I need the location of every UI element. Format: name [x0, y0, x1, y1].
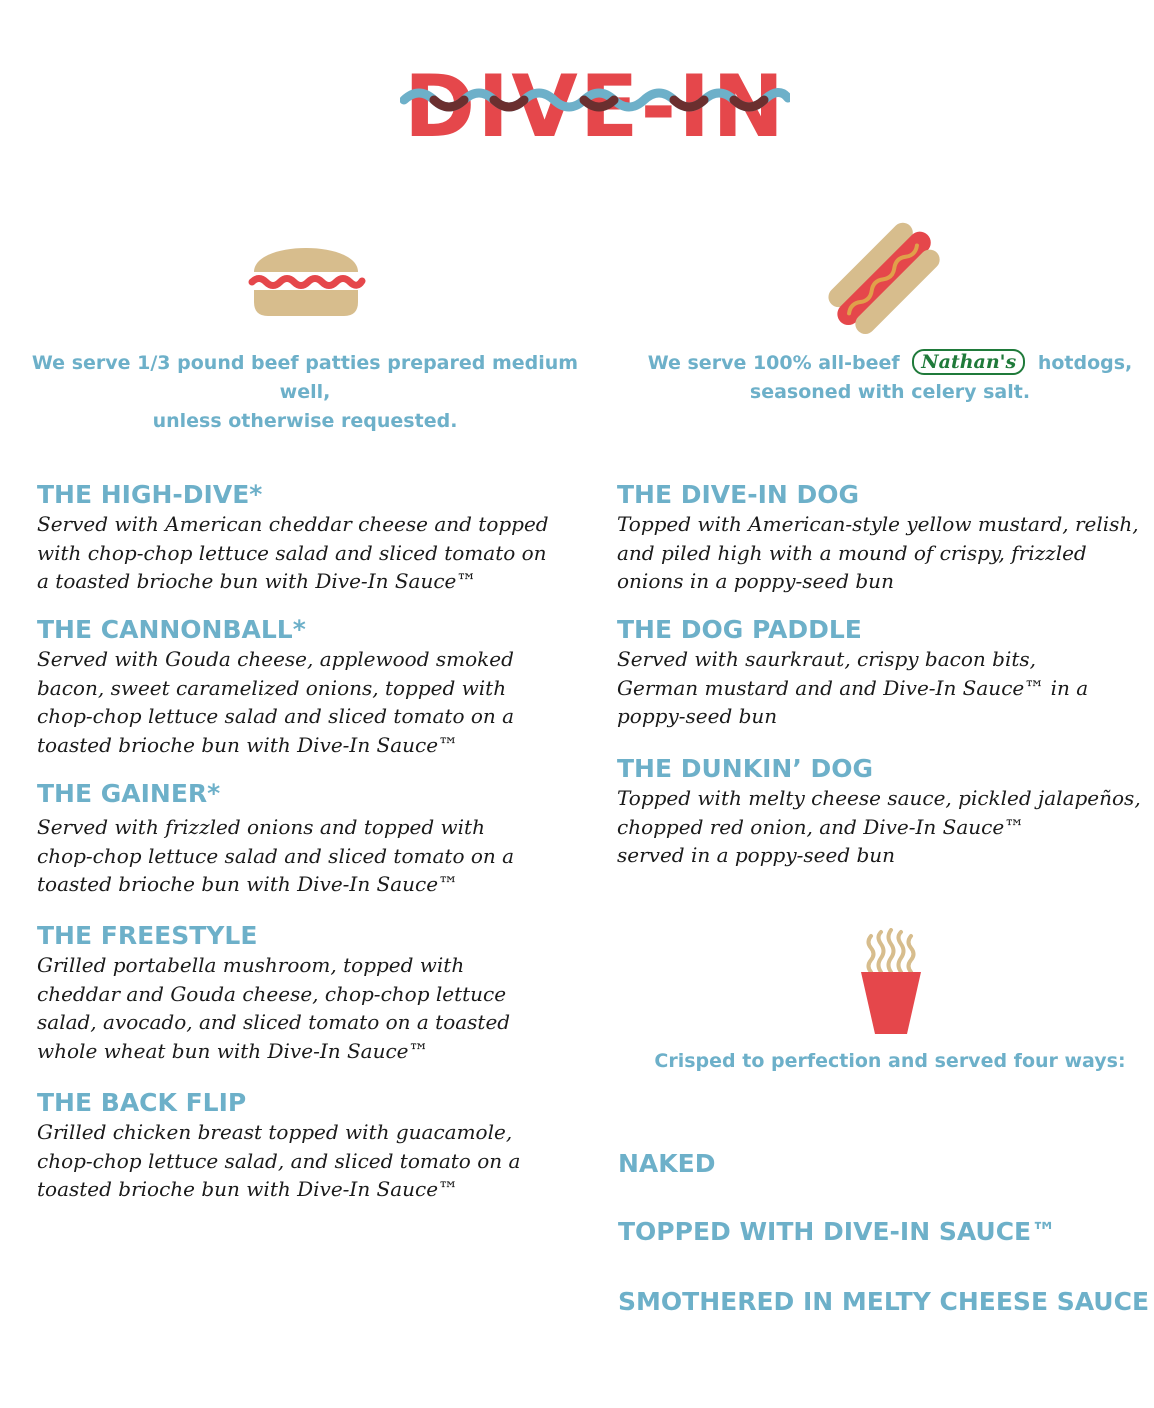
- fries-item-naked: NAKED: [618, 1149, 716, 1178]
- menu-item-freestyle: [37, 921, 597, 1065]
- item-description: Grilled chicken breast topped with guacamole, chop-chop lettuce salad, and sliced tomato on a toasted brioche bun with Dive-In Sauce™: [37, 1120, 521, 1201]
- menu-item-dive-in-dog: [617, 480, 1147, 596]
- fries-icon: [855, 928, 927, 1038]
- item-title: THE DOG PADDLE: [617, 615, 862, 644]
- hotdog-intro: [640, 349, 1140, 407]
- item-title: THE FREESTYLE: [37, 921, 258, 950]
- nathans-logo: Nathan's: [912, 349, 1025, 375]
- item-description: Served with frizzled onions and topped with chop-chop lettuce salad and sliced tomato on a toasted brioche bun with Dive-In Sauce™: [37, 815, 515, 896]
- item-description: Topped with American-style yellow mustard, relish, and piled high with a mound of crispy, frizzled onions in a poppy-seed bun: [617, 512, 1139, 593]
- item-description: Topped with melty cheese sauce, pickled jalapeños, chopped red onion, and Dive-In Sauce™ served in a poppy-seed bun: [617, 786, 1141, 867]
- burger-icon: [246, 226, 366, 321]
- hotdog-icon: [826, 222, 941, 334]
- menu-item-dunkin-dog: [617, 754, 1147, 870]
- fries-item-dive-in-sauce: TOPPED WITH DIVE-IN SAUCE™: [618, 1217, 1057, 1246]
- menu-item-back-flip: [37, 1088, 597, 1204]
- menu-item-cannonball: [37, 615, 597, 759]
- menu-item-dog-paddle: [617, 615, 1147, 731]
- dive-in-logo: [400, 58, 790, 148]
- hotdog-intro-end: hotdogs,: [1037, 352, 1133, 374]
- menu-item-gainer: [37, 779, 597, 899]
- item-description: Served with Gouda cheese, applewood smoked bacon, sweet caramelized onions, topped with chop-chop lettuce salad and sliced tomato on a toasted brioche bun with Dive-In Sauce™: [37, 647, 515, 757]
- menu-item-high-dive: [37, 480, 597, 596]
- item-title: THE CANNONBALL*: [37, 615, 306, 644]
- item-description: Served with American cheddar cheese and topped with chop-chop lettuce salad and sliced tomato on a toasted brioche bun with Dive-In Sauce™: [37, 512, 549, 593]
- fries-intro: Crisped to perfection and served four ways:: [654, 1050, 1126, 1072]
- item-description: Grilled portabella mushroom, topped with cheddar and Gouda cheese, chop-chop lettuce salad, avocado, and sliced tomato on a toasted whole wheat bun with Dive-In Sauce™: [37, 953, 511, 1063]
- hotdog-intro-start: We serve 100% all-beef: [647, 352, 900, 374]
- item-title: THE DIVE-IN DOG: [617, 480, 860, 509]
- fries-item-cheese-sauce: SMOTHERED IN MELTY CHEESE SAUCE: [618, 1287, 1150, 1316]
- item-title: THE DUNKIN’ DOG: [617, 754, 874, 783]
- item-description: Served with saurkraut, crispy bacon bits, German mustard and and Dive-In Sauce™ in a poppy-seed bun: [617, 647, 1089, 728]
- item-title: THE GAINER*: [37, 779, 221, 808]
- logo-text: DIVE-IN: [403, 58, 787, 148]
- burger-intro: We serve 1/3 pound beef patties prepared medium well, unless otherwise requested.: [31, 352, 579, 432]
- item-title: THE HIGH-DIVE*: [37, 480, 263, 509]
- hotdog-intro-line2: seasoned with celery salt.: [749, 381, 1031, 403]
- item-title: THE BACK FLIP: [37, 1088, 247, 1117]
